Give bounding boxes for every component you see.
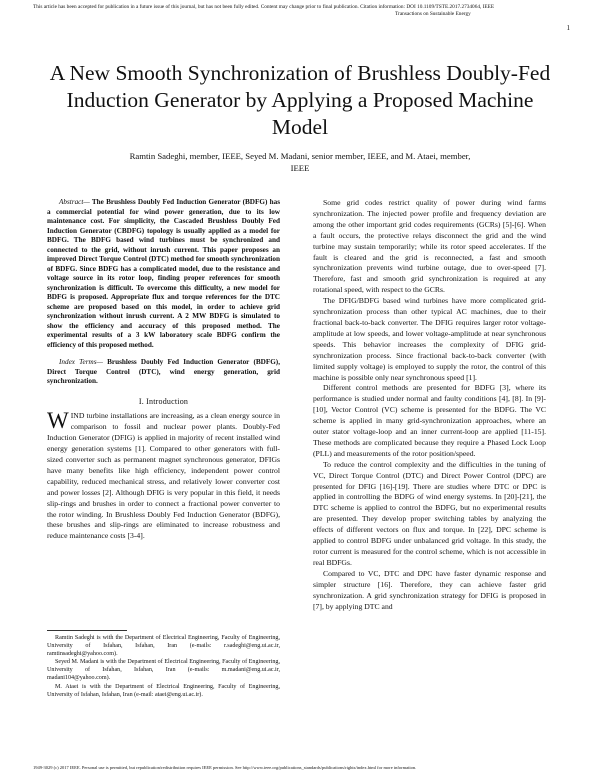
footnote-2: Seyed M. Madani is with the Department of Electrical Engineering, Faculty of Engineering, University of Isfahan, Isfahan, Iran (e-mails: m.madani@eng.ui.ac.ir, madani104@yahoo.com). xyxy=(47,659,280,682)
right-paragraph-4: To reduce the control complexity and the difficulties in the tuning of VC, Direct Torque Control (DTC) and Direct Power Control (DPC) are presented for DFIG [16]-[19]. There are studies where DTC or DPC is applied in controlling the BDFG of wind energy systems. In [20]-[21], the DTC scheme is applied to control the BDFG, but no experimental results are presented. They develop proper switching tables by analyzing the effects of different vectors on flux and torque. In [22], DPC scheme is applied to control BDFG under unbalanced grid voltage. In this study, the rotor current is measured for the control scheme, which is not accessible in real BDFGs. xyxy=(313,459,546,567)
paper-title: A New Smooth Synchronization of Brushless Doubly-Fed Induction Generator by Applying a Proposed Machine Model xyxy=(49,61,551,139)
author-list xyxy=(60,150,540,174)
author-line-2: IEEE xyxy=(290,163,310,173)
intro-paragraph-1 xyxy=(47,408,280,542)
journal-notice-line1: This article has been accepted for publication in a future issue of this journal, but has not been fully edited. Content may change prior to final publication. Citation information: DOI 10.1109/TSTE.2017.2734064, IEEE xyxy=(33,4,495,10)
abstract xyxy=(47,198,280,350)
intro-paragraph-1-text: IND turbine installations are increasing, as a clean energy source in comparison to fossil and nuclear power plants. Doubly-Fed Induction Generator (DFIG) is applied in majority of recent installed wind energy generation systems [1]. Compared to other generators with full-sized converter such as permanent magnet synchronous generator, DFIGs have many benefits like high efficiency, independent power control capability, reduced mechanical stress, and relatively lower converter cost and power losses [2]. Although DFIG is very popular in this field, it needs slip-rings and brushes in order to connect a fractional power converter to the rotor winding. In Brushless Doubly Fed Induction Generator (BDFG), these brushes and slip-rings are eliminated to increase robustness and reduce maintenance costs [3-4]. xyxy=(47,411,280,541)
author-line-1: Ramtin Sadeghi, member, IEEE, Seyed M. Madani, senior member, IEEE, and M. Ataei, member, xyxy=(129,151,471,161)
index-terms xyxy=(47,358,280,387)
journal-notice xyxy=(33,4,573,18)
author-footnotes xyxy=(47,634,280,699)
right-paragraph-5: Compared to VC, DTC and DPC have faster dynamic response and simpler structure [16]. Therefore, they can achieve faster grid synchronization. A grid synchronization strategy for DFIG is proposed in [7], by applying DTC and xyxy=(313,568,546,611)
right-paragraph-2: The DFIG/BDFG based wind turbines have more complicated grid-synchronization process than other typical AC machines, due to their fractional back-to-back converter. The DFIG requires larger rotor voltage-amplitude at low speeds, and lower voltage-amplitude at near synchronous speeds. This behavior increases the complexity of DFIG grid-synchronization process. Since fractional back-to-back converter (with limited supply voltage) is employed to supply the rotor, the control of this machine is possible only near synchronous speed [1]. xyxy=(313,296,546,382)
abstract-text: The Brushless Doubly Fed Induction Generator (BDFG) has a commercial potential for wind power generation, due to its low maintenance cost. For simplicity, the Cascaded Brushless Doubly Fed Induction Generator (CBDFG) topology is usually applied as a model for BDFG. The BDFG based wind turbines must be synchronized and connected to the grid, without inrush current. This paper proposes an improved Direct Torque Control (DTC) method for smooth synchronization of BDFG. Since BDFG has a complicated model, due to the resistance and voltage source in its rotor loop, finding proper references for smooth synchronization is difficult. To overcome this difficulty, a new model for BDFG is proposed. Appropriate flux and torque references for the DTC scheme are proposed based on this model, in order to achieve grid synchronization without inrush current. A 2 MW BDFG is simulated to show the efficiency and accuracy of this proposed method. The experimental results of a 3 kW laboratory scale BDFG confirm the efficiency of this proposed method. xyxy=(47,198,280,349)
journal-notice-line2: Transactions on Sustainable Energy xyxy=(395,11,471,17)
footnote-divider xyxy=(47,630,127,631)
right-paragraph-3: Different control methods are presented for BDFG [3], where its performance is studied under normal and faulty conditions [4], [8]. In [9]-[10], Vector Control (VC) scheme is presented for the BDFG. The VC scheme is applied in many grid-synchronization approaches, where an outer stator voltage-loop and an inner current-loop are applied [11-15]. These methods are complicated because they require a Phased Lock Loop (PLL) and measurements of the rotor position/speed. xyxy=(313,383,546,458)
index-terms-text: Brushless Doubly Fed Induction Generator (BDFG), Direct Torque Control (DTC), wind energy generation, grid synchronization. xyxy=(47,358,280,385)
copyright-notice: 1949-3029 (c) 2017 IEEE. Personal use is permitted, but republication/redistribution requires IEEE permission. See http://www.ieee.org/publications_standards/publications/rights/index.html for more information. xyxy=(33,765,417,770)
page-number: 1 xyxy=(566,24,570,32)
section-heading-introduction: I. Introduction xyxy=(138,396,189,406)
drop-cap: W xyxy=(47,408,69,434)
index-terms-label: Index Terms— xyxy=(59,358,103,366)
left-column xyxy=(47,198,280,542)
right-paragraph-1: Some grid codes restrict quality of power during wind farms synchronization. The injected power profile and frequency deviation are among the other important grid codes requirements (GCRs) [5]-[6]. When a fault occurs, the protective relays disconnect the grid and the wind turbine may sustain temporarily; while its rotor speed accelerates. If the fault is cleared and the grid is reconnected, a fast and smooth synchronization prevents wind turbine outage, due to over-speed [7]. Therefore, fast and smooth grid synchronization is required at any rotational speed, with respect to the GCRs. xyxy=(313,198,546,295)
footnote-3: M. Ataei is with the Department of Electrical Engineering, Faculty of Engineering, University of Isfahan, Isfahan, Iran (e-mail: ataei@eng.ui.ac.ir). xyxy=(47,683,280,698)
footnote-1: Ramtin Sadeghi is with the Department of Electrical Engineering, Faculty of Engineering, University of Isfahan, Isfahan, Iran (e-mails: r.sadeghi@eng.ui.ac.ir, ramtinsadeghi@yahoo.com). xyxy=(47,635,280,658)
abstract-label: Abstract— xyxy=(59,198,90,206)
right-column xyxy=(313,198,546,612)
